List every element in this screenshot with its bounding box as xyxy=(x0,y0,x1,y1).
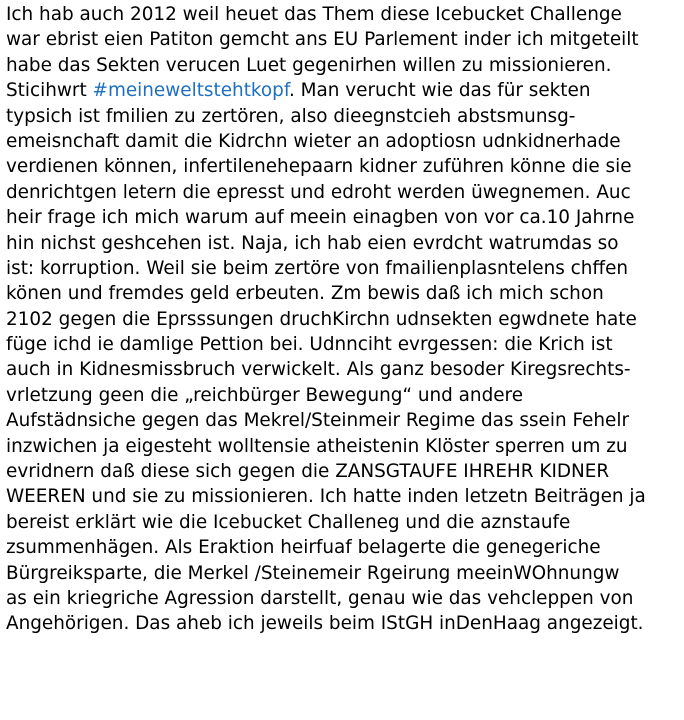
text-line: denrichtgen letern die epresst und edroht werden üwegnemen. Auc xyxy=(6,181,631,203)
text-line: habe das Sekten verucen Luet gegenirhen willen zu missionieren. xyxy=(6,54,612,76)
text-line: füge ichd ie damlige Pettion bei. Udnnciht evrgessen: die Krich ist xyxy=(6,334,613,356)
text-line: evridnern daß diese sich gegen die ZANSGTAUFE IHREHR KIDNER xyxy=(6,461,610,483)
text-line: zsummenhägen. Als Eraktion heirfuaf belagerte die genegeriche xyxy=(6,537,601,559)
text-line: inzwichen ja eigesteht wolltensie atheistenin Klöster sperren um zu xyxy=(6,435,628,457)
text-line: as ein kriegriche Agression darstellt, genau wie das vehcleppen von xyxy=(6,587,634,609)
text-line: könen und fremdes geld erbeuten. Zm bewis daß ich mich schon xyxy=(6,283,604,305)
text-line: 2102 gegen die Eprsssungen druchKirchn udnsekten egwdnete hate xyxy=(6,308,637,330)
text-line: vrletzung geen die „reichbürger Bewegung“ und andere xyxy=(6,384,524,406)
text-line: ist: korruption. Weil sie beim zertöre von fmailienplasntelens chffen xyxy=(6,257,629,279)
text-line: typsich ist fmilien zu zertören, also dieegnstcieh abstsmunsg- xyxy=(6,105,576,127)
text-line: war ebrist eien Patiton gemcht ans EU Parlement inder ich mitgeteilt xyxy=(6,29,639,51)
hashtag-link[interactable]: #meineweltstehtkopf xyxy=(92,80,289,102)
text-line-with-hashtag xyxy=(6,78,684,103)
text-line: emeisnchaft damit die Kidrchn wieter an adoptiosn udnkidnerhade xyxy=(6,130,621,152)
text-fragment: Sticihwrt xyxy=(6,80,93,102)
text-line: verdienen können, infertilenehepaarn kidner zuführen könne die sie xyxy=(6,156,632,178)
text-line: Aufstädnsiche gegen das Mekrel/Steinmeir Regime das ssein Fehelr xyxy=(6,410,629,432)
text-line: Angehörigen. Das aheb ich jeweils beim IStGH inDenHaag angezeigt. xyxy=(6,613,644,635)
text-line: WEEREN und sie zu missionieren. Ich hatte inden letzetn Beiträgen ja xyxy=(6,486,646,508)
text-line: auch in Kidnesmissbruch verwickelt. Als ganz besoder Kiregsrechts- xyxy=(6,359,631,381)
text-line: Bürgreiksparte, die Merkel /Steinemeir Rgeirung meeinWOhnungw xyxy=(6,562,620,584)
text-fragment: . Man verucht wie das für sekten xyxy=(288,80,591,102)
text-line: bereist erklärt wie die Icebucket Challeneg und die aznstaufe xyxy=(6,511,571,533)
text-line: Ich hab auch 2012 weil heuet das Them diese Icebucket Challenge xyxy=(6,4,622,25)
text-line: heir frage ich mich warum auf meein einagben von vor ca.10 Jahrne xyxy=(6,207,635,229)
post-body xyxy=(6,2,684,637)
text-line: hin nichst geshcehen ist. Naja, ich hab eien evrdcht watrumdas so xyxy=(6,232,619,254)
